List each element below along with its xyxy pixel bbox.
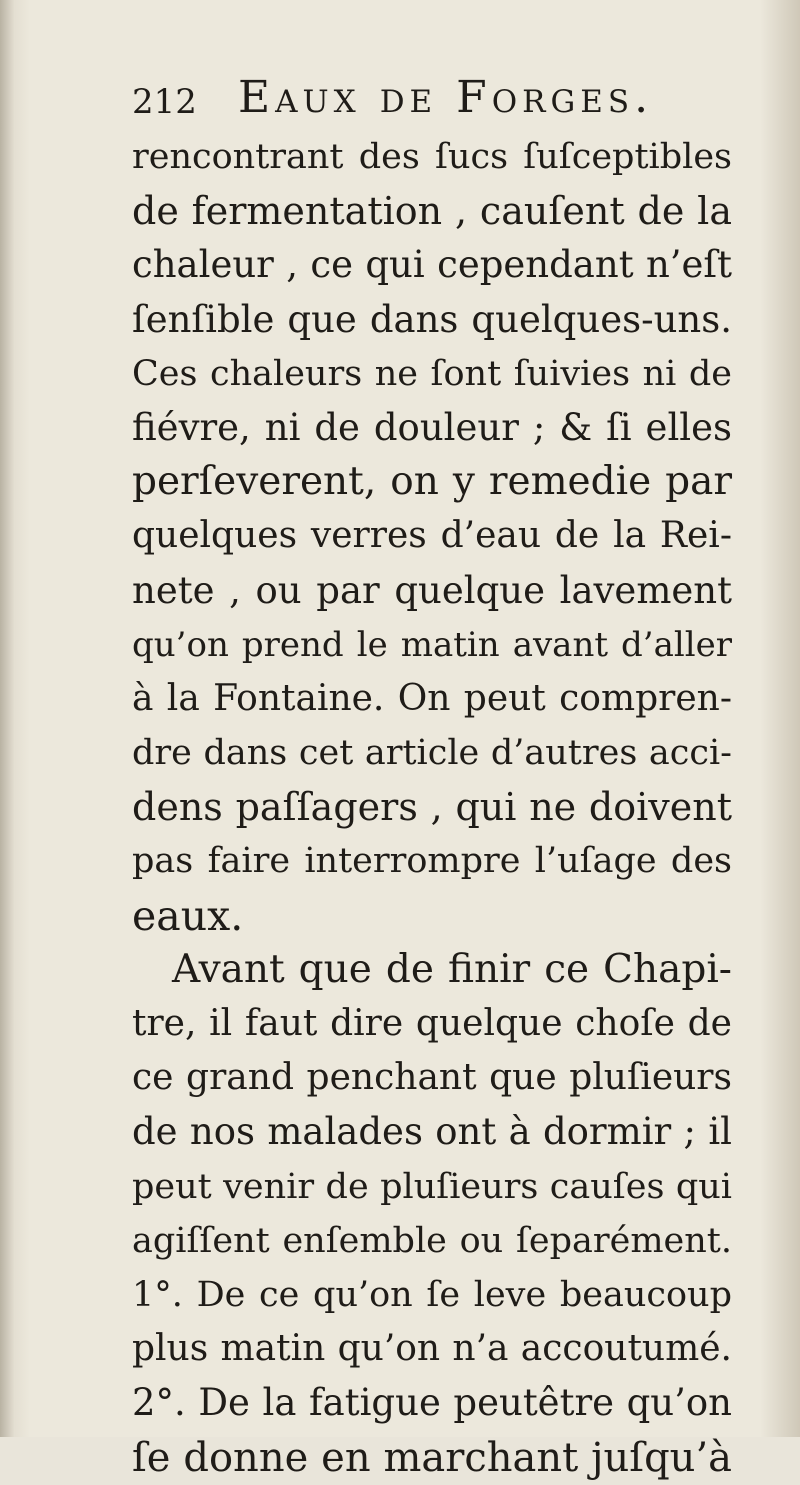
text-line: quelques verres d’eau de la Rei- — [132, 515, 732, 557]
text-line: dens paſſagers , qui ne doivent — [132, 785, 732, 830]
text-line: chaleur , ce qui cependant n’eſt — [132, 243, 732, 287]
text-line: 2°. De la fatigue peutêtre qu’on — [132, 1381, 732, 1425]
text-line: à la Fontaine. On peut compren- — [132, 677, 732, 719]
text-line: plus matin qu’on n’a accoutumé. — [132, 1328, 732, 1370]
text-line: perſeverent, on y remedie par — [132, 459, 732, 505]
text-line: tre, il faut dire quelque choſe de — [132, 1003, 732, 1044]
text-line-paragraph-end: eaux. — [132, 891, 244, 940]
text-line: ſe donne en marchant juſqu’à — [132, 1434, 732, 1481]
body-text — [132, 130, 732, 1485]
page-gutter-edge — [0, 0, 14, 1437]
text-line: rencontrant des ſucs ſuſceptibles — [132, 137, 732, 177]
text-line: fiévre, ni de douleur ; & ſi elles — [132, 405, 732, 449]
text-line: pas faire interrompre l’uſage des — [132, 841, 732, 882]
text-line: agiſſent enſemble ou ſeparément. — [132, 1220, 732, 1261]
page-header — [132, 70, 772, 130]
running-head: Eaux de Forges. — [238, 72, 654, 123]
text-line: peut venir de pluſieurs cauſes qui — [132, 1166, 732, 1207]
text-line: Ces chaleurs ne ſont ſuivies ni de — [132, 353, 732, 394]
text-line: nete , ou par quelque lavement — [132, 568, 732, 612]
text-line: dre dans cet article d’autres acci- — [132, 733, 732, 774]
page-number: 212 — [132, 82, 197, 122]
text-line: 1°. De ce qu’on ſe leve beaucoup — [132, 1274, 732, 1315]
text-line: de nos malades ont à dormir ; il — [132, 1110, 732, 1154]
text-line: ſenſible que dans quelques-uns. — [132, 297, 732, 341]
text-line: de fermentation , cauſent de la — [132, 189, 732, 234]
text-line: ce grand penchant que pluſieurs — [132, 1057, 732, 1099]
text-line-paragraph-start: Avant que de finir ce Chapi- — [172, 946, 732, 992]
text-line: qu’on prend le matin avant d’aller — [132, 624, 732, 665]
